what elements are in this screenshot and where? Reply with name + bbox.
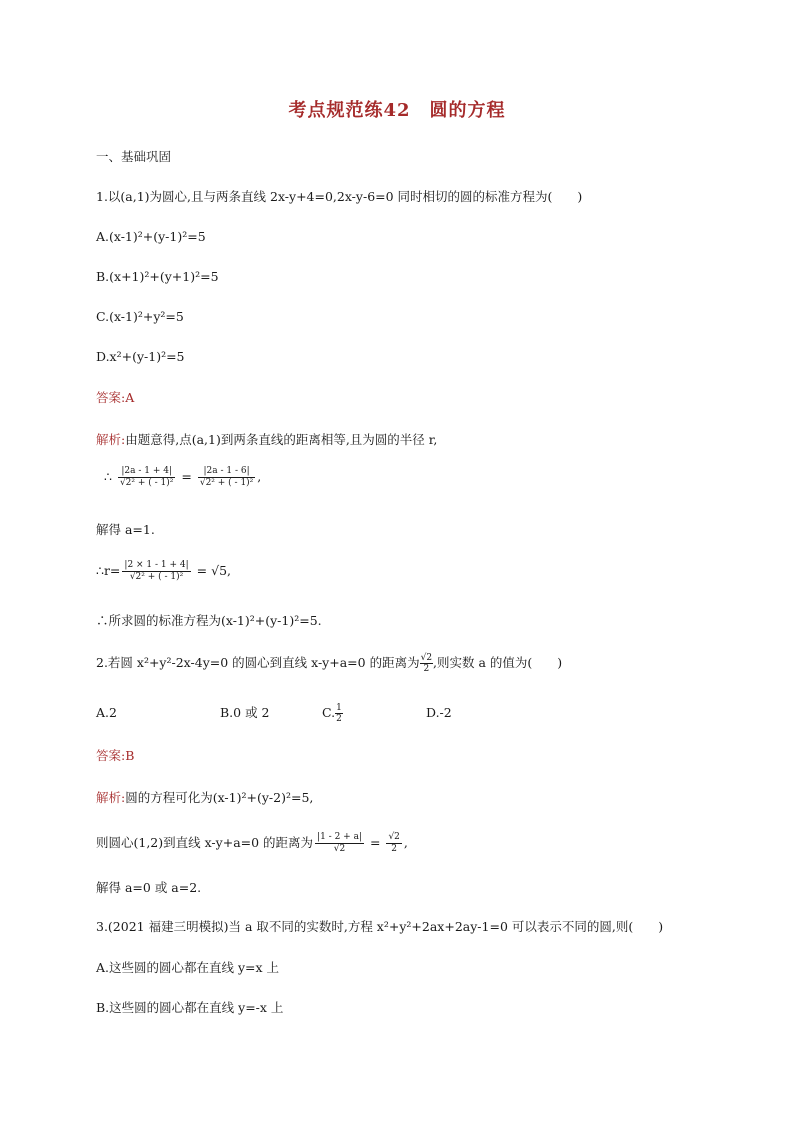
equals-sign: = bbox=[369, 835, 381, 850]
equals-sign: = bbox=[181, 469, 192, 484]
analysis-text: 圆的方程可化为(x-1)²+(y-2)²=5, bbox=[125, 790, 314, 805]
denominator: √2² + ( - 1)² bbox=[199, 478, 254, 488]
q1-conclusion: ∴所求圆的标准方程为(x-1)²+(y-1)²=5. bbox=[96, 613, 322, 628]
q2-stem bbox=[96, 653, 562, 674]
fraction bbox=[118, 466, 175, 489]
q2-options bbox=[96, 703, 452, 724]
numerator: 1 bbox=[336, 703, 342, 713]
numerator: |2a - 1 - 6| bbox=[198, 466, 255, 478]
q2-option-c bbox=[322, 703, 426, 724]
q1-option-a: A.(x-1)²+(y-1)²=5 bbox=[96, 229, 206, 244]
q2-option-a: A.2 bbox=[96, 705, 117, 720]
q1-option-c: C.(x-1)²+y²=5 bbox=[96, 309, 184, 324]
q2-option-d: D.-2 bbox=[426, 705, 452, 720]
section-heading: 一、基础巩固 bbox=[96, 149, 172, 164]
radius-prefix: ∴r= bbox=[96, 563, 121, 578]
option-letter: C. bbox=[322, 705, 336, 720]
radius-value: = √5, bbox=[196, 563, 231, 578]
fraction bbox=[420, 653, 433, 674]
stem-part-b: ,则实数 a 的值为( ) bbox=[433, 655, 563, 670]
q1-solve: 解得 a=1. bbox=[96, 522, 155, 537]
q2-option-b: B.0 或 2 bbox=[220, 705, 270, 720]
denominator: √2² + ( - 1)² bbox=[129, 572, 184, 582]
analysis-text: 由题意得,点(a,1)到两条直线的距离相等,且为圆的半径 r, bbox=[125, 432, 438, 447]
q2-solve: 解得 a=0 或 a=2. bbox=[96, 880, 202, 895]
q2-distance-line bbox=[96, 832, 408, 855]
analysis-label: 解析: bbox=[96, 432, 126, 447]
q3-stem: 3.(2021 福建三明模拟)当 a 取不同的实数时,方程 x²+y²+2ax+2ay-1=0 可以表示不同的圆,则( ) bbox=[96, 919, 664, 934]
line-text: 则圆心(1,2)到直线 x-y+a=0 的距离为 bbox=[96, 835, 314, 850]
fraction bbox=[335, 703, 343, 724]
q3-option-a: A.这些圆的圆心都在直线 y=x 上 bbox=[96, 960, 280, 975]
fraction bbox=[386, 832, 401, 855]
numerator: √2 bbox=[420, 653, 433, 663]
denominator: √2² + ( - 1)² bbox=[119, 478, 174, 488]
fraction bbox=[315, 832, 364, 855]
q1-stem: 1.以(a,1)为圆心,且与两条直线 2x-y+4=0,2x-y-6=0 同时相切的圆的标准方程为( ) bbox=[96, 189, 583, 204]
q1-analysis bbox=[96, 430, 437, 450]
q1-equation-2 bbox=[96, 560, 231, 583]
numerator: |2a - 1 + 4| bbox=[118, 466, 175, 478]
therefore-symbol: ∴ bbox=[104, 469, 112, 484]
analysis-label: 解析: bbox=[96, 790, 126, 805]
q1-answer: 答案:A bbox=[96, 390, 135, 405]
comma: , bbox=[257, 469, 262, 484]
numerator: |1 - 2 + a| bbox=[317, 832, 362, 842]
denominator: 2 bbox=[423, 664, 430, 674]
fraction bbox=[198, 466, 255, 489]
q3-option-b: B.这些圆的圆心都在直线 y=-x 上 bbox=[96, 1000, 284, 1015]
numerator: √2 bbox=[388, 832, 400, 842]
denominator: 2 bbox=[391, 844, 398, 854]
q1-equation-1 bbox=[104, 466, 261, 489]
page-title: 考点规范练42 圆的方程 bbox=[288, 100, 506, 121]
comma: , bbox=[403, 835, 408, 850]
denominator: 2 bbox=[336, 714, 342, 724]
stem-part-a: 2.若圆 x²+y²-2x-4y=0 的圆心到直线 x-y+a=0 的距离为 bbox=[96, 655, 420, 670]
q2-analysis bbox=[96, 788, 313, 808]
numerator: |2 × 1 - 1 + 4| bbox=[124, 560, 189, 570]
q1-option-d: D.x²+(y-1)²=5 bbox=[96, 349, 185, 364]
fraction bbox=[122, 560, 190, 583]
q1-option-b: B.(x+1)²+(y+1)²=5 bbox=[96, 269, 219, 284]
denominator: √2 bbox=[333, 844, 346, 854]
q2-answer: 答案:B bbox=[96, 748, 135, 763]
